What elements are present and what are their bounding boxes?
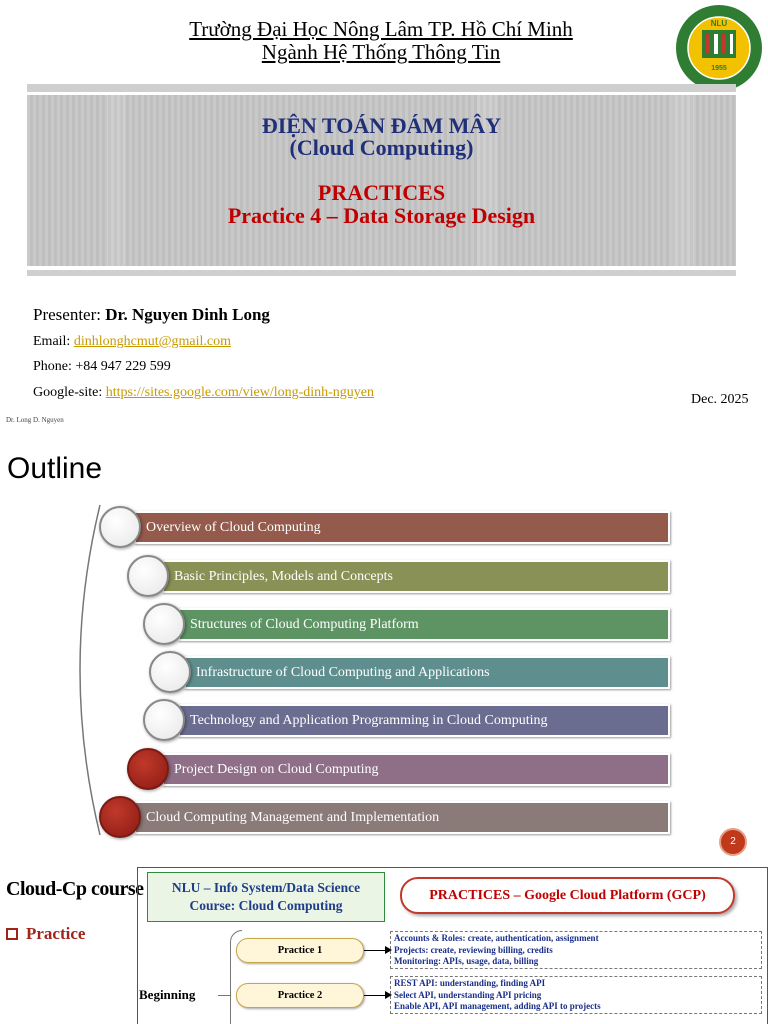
university-logo bbox=[675, 4, 763, 92]
outline-title: Outline bbox=[7, 452, 103, 485]
stage-connector bbox=[218, 995, 230, 996]
practices-heading: PRACTICES bbox=[317, 180, 446, 205]
arrow-right-icon bbox=[364, 950, 390, 951]
banner-top-band bbox=[27, 84, 736, 92]
practice-pill: Practice 1 bbox=[236, 938, 364, 963]
practice-pill: Practice 2 bbox=[236, 983, 364, 1008]
slide-footer: Dr. Long D. Nguyen bbox=[6, 416, 64, 424]
outline-item: Infrastructure of Cloud Computing and Applications bbox=[184, 656, 670, 689]
practice-description-line: Enable API, API management, adding API to projects bbox=[394, 1001, 601, 1011]
outline-bullet-circle bbox=[99, 506, 141, 548]
practice-description-line: REST API: understanding, finding API bbox=[394, 978, 546, 988]
email-line bbox=[33, 334, 231, 350]
practice-bullet-label: Practice bbox=[26, 924, 86, 943]
svg-text:1955: 1955 bbox=[711, 65, 727, 72]
nlu-course-line1: NLU – Info System/Data Science bbox=[171, 880, 361, 895]
site-line bbox=[33, 385, 374, 401]
practice-description-line: Select API, understanding API pricing bbox=[394, 989, 542, 1000]
outline-bullet-circle bbox=[143, 699, 185, 741]
practice-title: Practice 4 – Data Storage Design bbox=[227, 203, 536, 228]
department-name: Ngành Hệ Thống Thông Tin bbox=[261, 40, 501, 64]
outline-bullet-circle bbox=[149, 651, 191, 693]
outline-bullet-circle bbox=[127, 555, 169, 597]
outline-item: Project Design on Cloud Computing bbox=[162, 753, 670, 786]
practice-description bbox=[390, 931, 762, 969]
practice-description-line: Projects: create, reviewing billing, credits bbox=[394, 944, 553, 955]
stage-label: Beginning bbox=[139, 987, 196, 1002]
email-label: Email: bbox=[33, 334, 74, 349]
email-link[interactable]: dinhlonghcmut@gmail.com bbox=[73, 334, 231, 349]
outline-bullet-circle bbox=[127, 748, 169, 790]
course-heading: Cloud-Cp course bbox=[6, 878, 144, 900]
page-number-badge: 2 bbox=[719, 828, 747, 856]
outline-item: Basic Principles, Models and Concepts bbox=[162, 560, 670, 593]
gcp-practices-box: PRACTICES – Google Cloud Platform (GCP) bbox=[400, 877, 735, 914]
outline-bullet-circle bbox=[99, 796, 141, 838]
nlu-course-line2: Course: Cloud Computing bbox=[189, 898, 343, 913]
presenter-line bbox=[33, 305, 270, 325]
arrow-right-icon bbox=[364, 995, 390, 996]
university-name: Trường Đại Học Nông Lâm TP. Hồ Chí Minh bbox=[189, 17, 573, 41]
nlu-course-box bbox=[147, 872, 385, 922]
outline-item: Overview of Cloud Computing bbox=[134, 511, 670, 544]
outline-item: Cloud Computing Management and Implementation bbox=[134, 801, 670, 834]
checkbox-bullet-icon bbox=[6, 928, 18, 940]
presenter-name: Dr. Nguyen Dinh Long bbox=[105, 305, 270, 324]
course-title-vi: ĐIỆN TOÁN ĐÁM MÂY bbox=[261, 113, 502, 138]
phone-line: Phone: +84 947 229 599 bbox=[33, 359, 171, 374]
site-link[interactable]: https://sites.google.com/view/long-dinh-nguyen bbox=[105, 385, 375, 400]
presenter-label: Presenter: bbox=[33, 305, 106, 324]
practice-bullet bbox=[6, 924, 85, 944]
practice-description bbox=[390, 976, 762, 1014]
svg-text:NLU: NLU bbox=[710, 19, 728, 28]
site-label: Google-site: bbox=[33, 385, 106, 400]
banner-bottom-band bbox=[27, 270, 736, 276]
course-title-en: (Cloud Computing) bbox=[289, 135, 474, 160]
outline-item: Structures of Cloud Computing Platform bbox=[178, 608, 670, 641]
outline-bullet-circle bbox=[143, 603, 185, 645]
presentation-date: Dec. 2025 bbox=[691, 392, 749, 407]
outline-item: Technology and Application Programming in Cloud Computing bbox=[178, 704, 670, 737]
practice-description-line: Monitoring: APIs, usage, data, billing bbox=[394, 956, 539, 966]
practice-description-line: Accounts & Roles: create, authentication, assignment bbox=[394, 933, 599, 943]
